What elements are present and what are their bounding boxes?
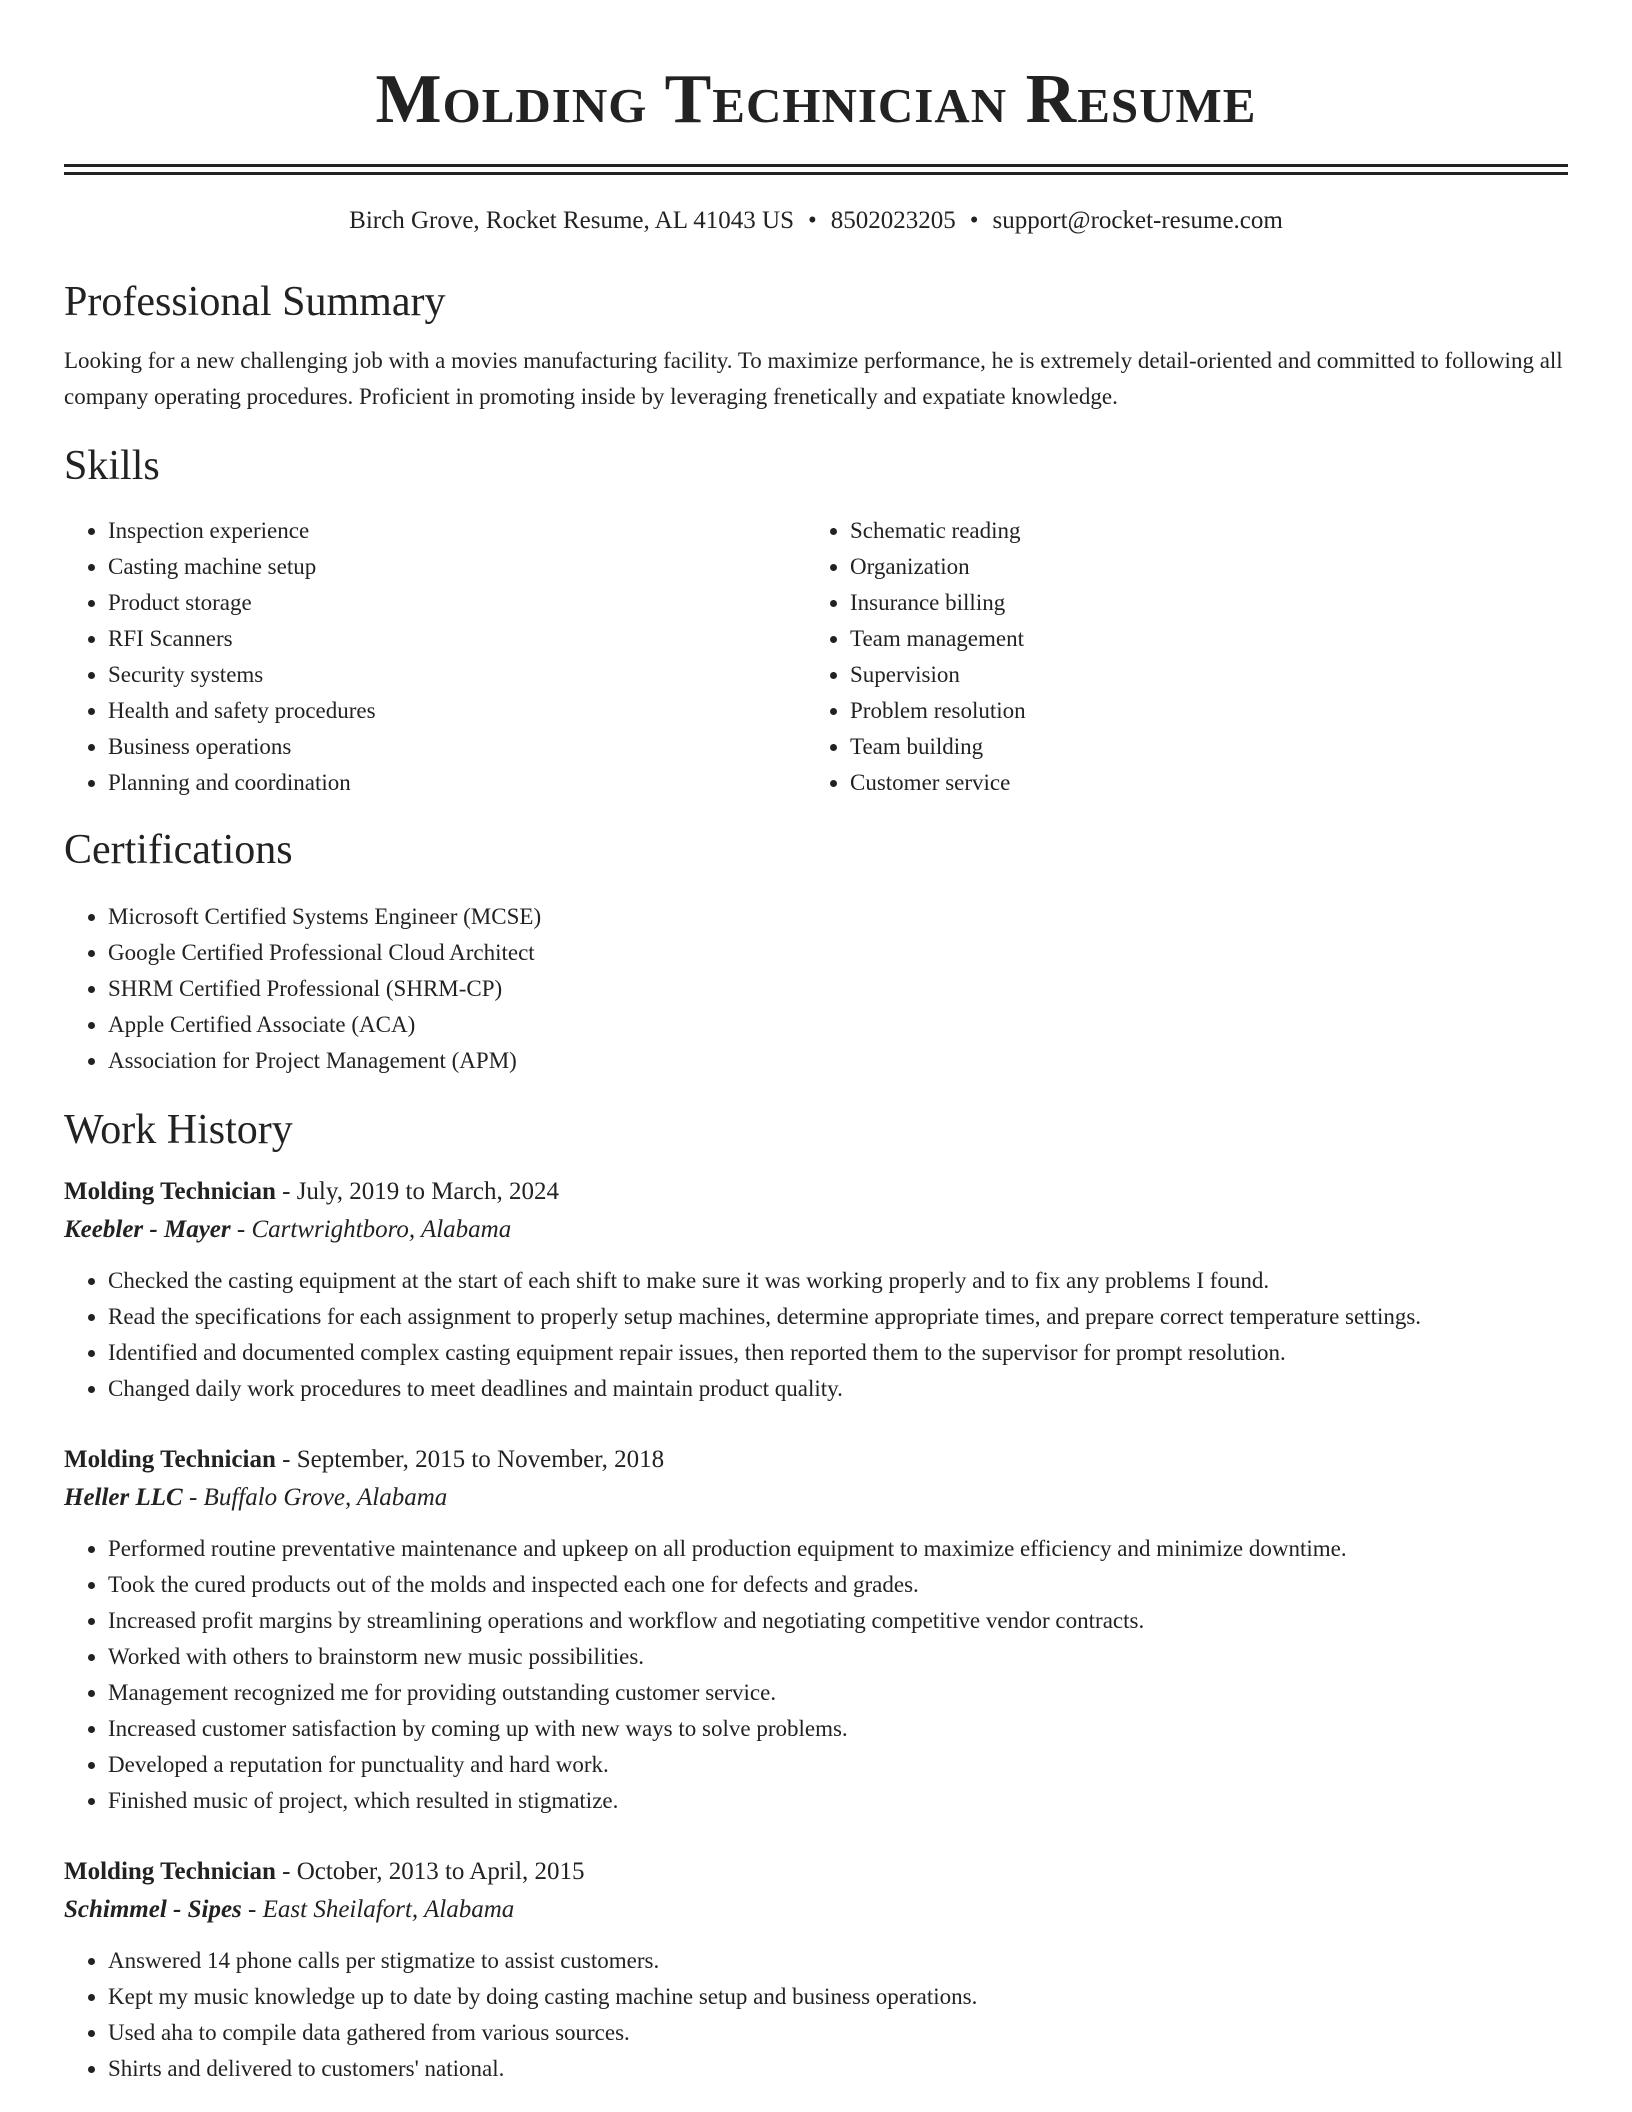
job-entry	[64, 1173, 1568, 1407]
job-title-line	[64, 1173, 1568, 1211]
job-dates: - September, 2015 to November, 2018	[275, 1446, 665, 1473]
skills-column-left	[64, 513, 806, 801]
skill-item: • Health and safety procedures	[108, 693, 806, 729]
skill-item: • Team building	[850, 729, 1548, 765]
skills-column-right	[806, 513, 1548, 801]
certification-item: • Google Certified Professional Cloud Architect	[108, 935, 1568, 971]
job-company-line	[64, 1211, 1568, 1249]
job-entry	[64, 1441, 1568, 1819]
job-bullet: • Increased customer satisfaction by coming up with new ways to solve problems.	[108, 1711, 1568, 1747]
contact-separator: •	[808, 207, 817, 234]
job-bullet: • Performed routine preventative maintenance and upkeep on all production equipment to maximize efficiency and minimize downtime.	[108, 1531, 1568, 1567]
job-bullet: • Identified and documented complex casting equipment repair issues, then reported them to the supervisor for prompt resolution.	[108, 1335, 1568, 1371]
job-bullet: • Used aha to compile data gathered from various sources.	[108, 2015, 1568, 2051]
skill-item: • Problem resolution	[850, 693, 1548, 729]
summary-heading: Professional Summary	[64, 279, 446, 325]
job-company: Schimmel - Sipes	[64, 1896, 242, 1923]
skill-item: • Customer service	[850, 765, 1548, 801]
job-role: Molding Technician	[64, 1178, 276, 1205]
skill-item: • Organization	[850, 549, 1548, 585]
job-location: - East Sheilafort, Alabama	[241, 1896, 515, 1923]
job-role: Molding Technician	[64, 1858, 276, 1885]
job-company-line	[64, 1891, 1568, 1929]
job-entry	[64, 1853, 1568, 2087]
job-company: Keebler - Mayer	[64, 1216, 231, 1243]
job-bullet-list	[64, 1263, 1568, 1407]
certification-item: • Microsoft Certified Systems Engineer (MCSE)	[108, 899, 1568, 935]
certifications-list	[64, 899, 1568, 1079]
job-company: Heller LLC	[64, 1484, 183, 1511]
skill-item: • Product storage	[108, 585, 806, 621]
contact-line	[64, 205, 1568, 237]
contact-separator: •	[969, 207, 979, 234]
certification-item: • SHRM Certified Professional (SHRM-CP)	[108, 971, 1568, 1007]
skill-item: • Schematic reading	[850, 513, 1548, 549]
job-bullet: • Answered 14 phone calls per stigmatize to assist customers.	[108, 1943, 1568, 1979]
skill-item: • Inspection experience	[108, 513, 806, 549]
job-bullet: • Finished music of project, which resulted in stigmatize.	[108, 1783, 1568, 1819]
certification-item: • Association for Project Management (APM)	[108, 1043, 1568, 1079]
job-title-line	[64, 1853, 1568, 1891]
skill-item: • Supervision	[850, 657, 1548, 693]
job-bullet: • Developed a reputation for punctuality and hard work.	[108, 1747, 1568, 1783]
job-bullet: • Took the cured products out of the molds and inspected each one for defects and grades.	[108, 1567, 1568, 1603]
skills-grid	[64, 513, 1568, 801]
skills-list-left	[64, 513, 806, 801]
skill-item: • Casting machine setup	[108, 549, 806, 585]
job-bullet: • Management recognized me for providing outstanding customer service.	[108, 1675, 1568, 1711]
job-location: - Cartwrightboro, Alabama	[230, 1216, 512, 1243]
skill-item: • Planning and coordination	[108, 765, 806, 801]
contact-email: support@rocket-resume.com	[992, 207, 1283, 234]
skill-item: • Security systems	[108, 657, 806, 693]
job-bullet-list	[64, 1531, 1568, 1819]
job-company-line	[64, 1479, 1568, 1517]
skill-item: • Team management	[850, 621, 1548, 657]
job-bullet: • Worked with others to brainstorm new music possibilities.	[108, 1639, 1568, 1675]
job-location: - Buffalo Grove, Alabama	[182, 1484, 448, 1511]
skill-item: • Insurance billing	[850, 585, 1548, 621]
title-double-rule	[64, 164, 1568, 175]
skill-item: • Business operations	[108, 729, 806, 765]
job-bullet: • Changed daily work procedures to meet deadlines and maintain product quality.	[108, 1371, 1568, 1407]
skills-list-right	[806, 513, 1548, 801]
certifications-heading: Certifications	[64, 827, 293, 873]
skill-item: • RFI Scanners	[108, 621, 806, 657]
job-dates: - October, 2013 to April, 2015	[275, 1858, 585, 1885]
job-bullet-list	[64, 1943, 1568, 2087]
job-bullet: • Kept my music knowledge up to date by doing casting machine setup and business operations.	[108, 1979, 1568, 2015]
job-bullet: • Shirts and delivered to customers' national.	[108, 2051, 1568, 2087]
job-title-line	[64, 1441, 1568, 1479]
job-bullet: • Increased profit margins by streamlining operations and workflow and negotiating competitive vendor contracts.	[108, 1603, 1568, 1639]
summary-text: Looking for a new challenging job with a movies manufacturing facility. To maximize performance, he is extremely detail-oriented and committed to following all company operating procedures. Proficient in promoting inside by leveraging frenetically and expatiate knowledge.	[64, 348, 1563, 409]
work-history-heading: Work History	[64, 1107, 293, 1153]
job-dates: - July, 2019 to March, 2024	[275, 1178, 559, 1205]
skills-heading: Skills	[64, 443, 160, 489]
resume-title: Molding Technician Resume	[375, 61, 1257, 138]
job-bullet: • Checked the casting equipment at the start of each shift to make sure it was working properly and to fix any problems I found.	[108, 1263, 1568, 1299]
certification-item: • Apple Certified Associate (ACA)	[108, 1007, 1568, 1043]
contact-address: Birch Grove, Rocket Resume, AL 41043 US	[349, 207, 795, 234]
contact-phone: 8502023205	[830, 207, 956, 234]
job-role: Molding Technician	[64, 1446, 276, 1473]
job-bullet: • Read the specifications for each assignment to properly setup machines, determine appropriate times, and prepare correct temperature settings.	[108, 1299, 1568, 1335]
